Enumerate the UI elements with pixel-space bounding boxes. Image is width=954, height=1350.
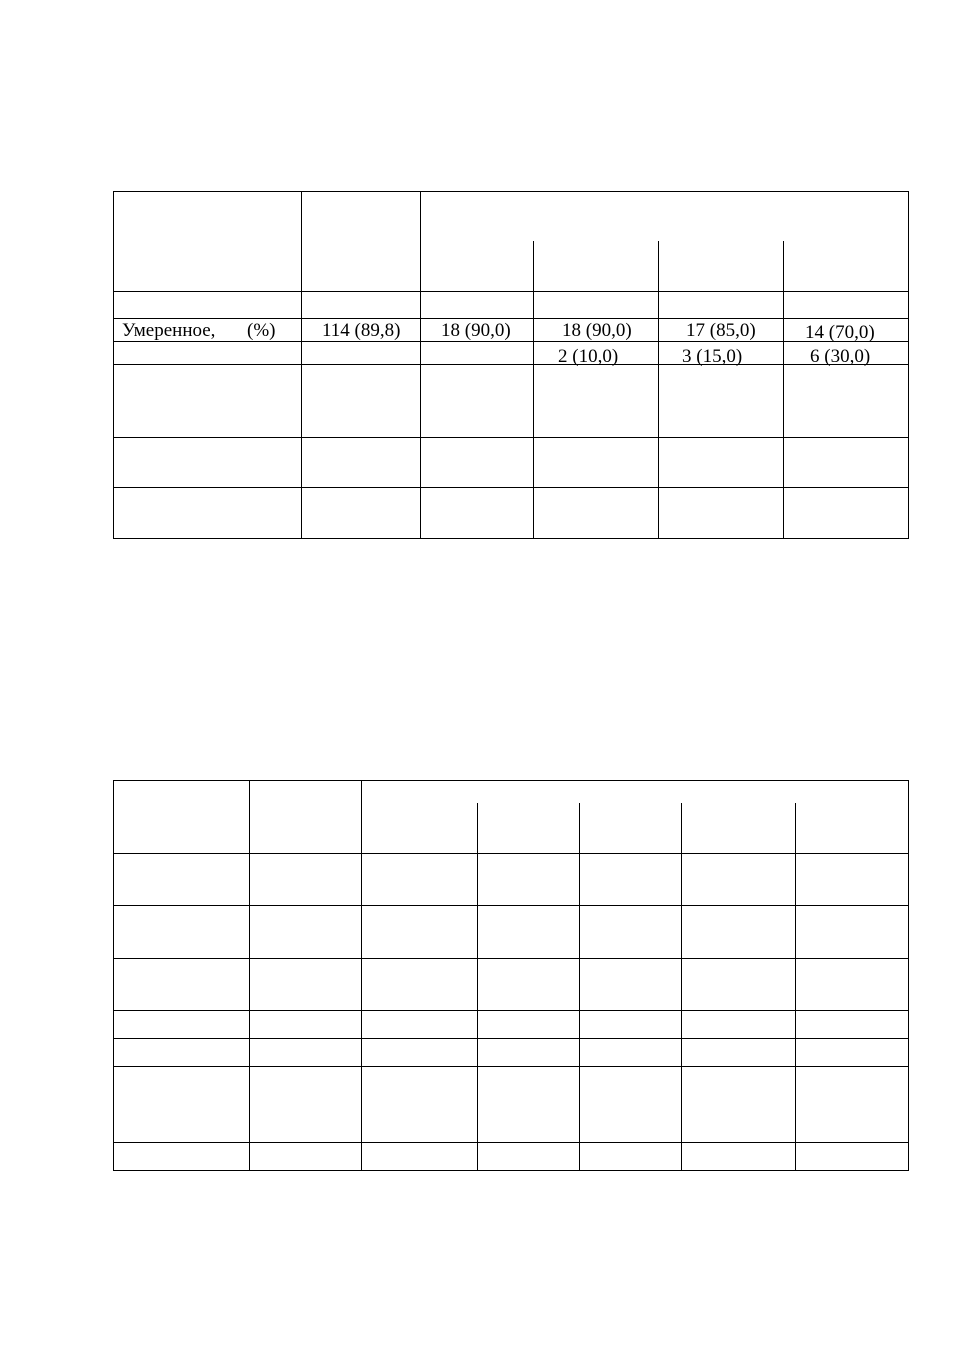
table-1-cell: 18 (90,0) xyxy=(441,320,511,341)
table-1-cell: 6 (30,0) xyxy=(810,346,871,367)
table-1-cell: 3 (15,0) xyxy=(682,346,743,367)
table-1-cell: 2 (10,0) xyxy=(558,346,619,367)
row-label-unit: (%) xyxy=(247,320,276,341)
table-1-cell: 18 (90,0) xyxy=(562,320,632,341)
table-1-cell: 17 (85,0) xyxy=(686,320,756,341)
table-1-cell: 14 (70,0) xyxy=(805,322,875,343)
table-1-cell: 114 (89,8) xyxy=(322,320,401,341)
row-label-moderate: Умеренное, xyxy=(122,320,216,341)
